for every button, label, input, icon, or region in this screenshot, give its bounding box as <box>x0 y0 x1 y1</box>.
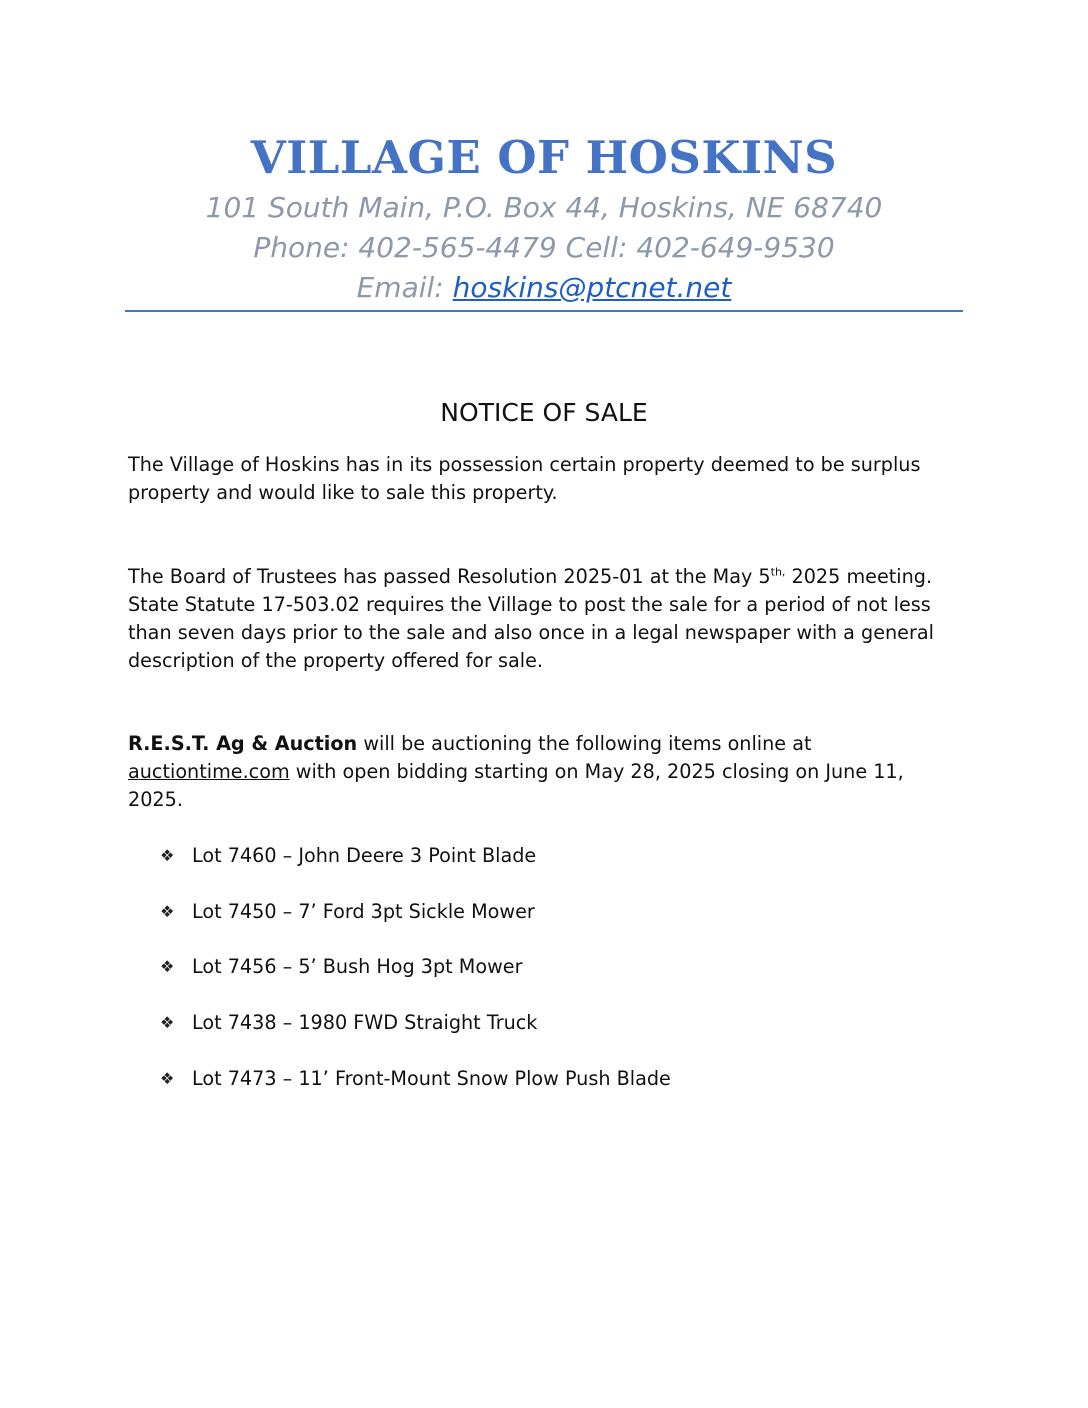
paragraph-auction <box>128 730 958 814</box>
diamond-bullet-icon: ❖ <box>160 901 175 921</box>
lot-text: Lot 7460 – John Deere 3 Point Blade <box>192 844 537 867</box>
header-divider <box>125 310 963 312</box>
phone-line: Phone: 402-565-4479 Cell: 402-649-9530 <box>253 231 835 264</box>
auction-text-mid: will be auctioning the following items online at <box>357 732 812 755</box>
notice-heading: NOTICE OF SALE <box>440 398 648 427</box>
auction-website-link[interactable]: auctiontime.com <box>128 760 290 783</box>
auctioneer-name: R.E.S.T. Ag & Auction <box>128 732 358 755</box>
list-item <box>160 1009 671 1065</box>
auction-text-end: with open bidding starting on May 28, 2025 closing on June 11, 2025. <box>128 760 904 811</box>
lot-text: Lot 7438 – 1980 FWD Straight Truck <box>192 1011 538 1035</box>
organization-title: VILLAGE OF HOSKINS <box>250 131 838 184</box>
email-label: Email: <box>356 271 453 304</box>
diamond-bullet-icon: ❖ <box>160 1068 175 1088</box>
diamond-bullet-icon: ❖ <box>160 846 175 865</box>
diamond-bullet-icon: ❖ <box>160 1013 175 1033</box>
lot-text: Lot 7473 – 11’ Front-Mount Snow Plow Push Blade <box>192 1066 671 1090</box>
list-item <box>160 898 671 954</box>
ordinal-suffix: th, <box>770 565 786 579</box>
email-link[interactable]: hoskins@ptcnet.net <box>452 271 732 304</box>
lot-list <box>160 842 671 1120</box>
lot-text: Lot 7450 – 7’ Ford 3pt Sickle Mower <box>192 899 535 923</box>
address-line: 101 South Main, P.O. Box 44, Hoskins, NE 68740 <box>205 191 883 224</box>
list-item <box>160 842 671 898</box>
resolution-text-end: 2025 meeting. State Statute 17-503.02 requires the Village to post the sale for a period of not less than seven days prior to the sale and also once in a legal newspaper with a general description of the property offered for sale. <box>128 565 934 672</box>
list-item <box>160 1065 671 1121</box>
email-line <box>0 268 1088 308</box>
resolution-text-start: The Board of Trustees has passed Resolution 2025-01 at the May 5 <box>128 565 771 588</box>
list-item <box>160 953 671 1009</box>
paragraph-resolution <box>128 563 958 675</box>
lot-text: Lot 7456 – 5’ Bush Hog 3pt Mower <box>192 955 523 979</box>
letterhead <box>0 128 1088 308</box>
diamond-bullet-icon: ❖ <box>160 957 175 977</box>
paragraph-surplus: The Village of Hoskins has in its possession certain property deemed to be surplus property and would like to sale this property. <box>128 453 921 504</box>
